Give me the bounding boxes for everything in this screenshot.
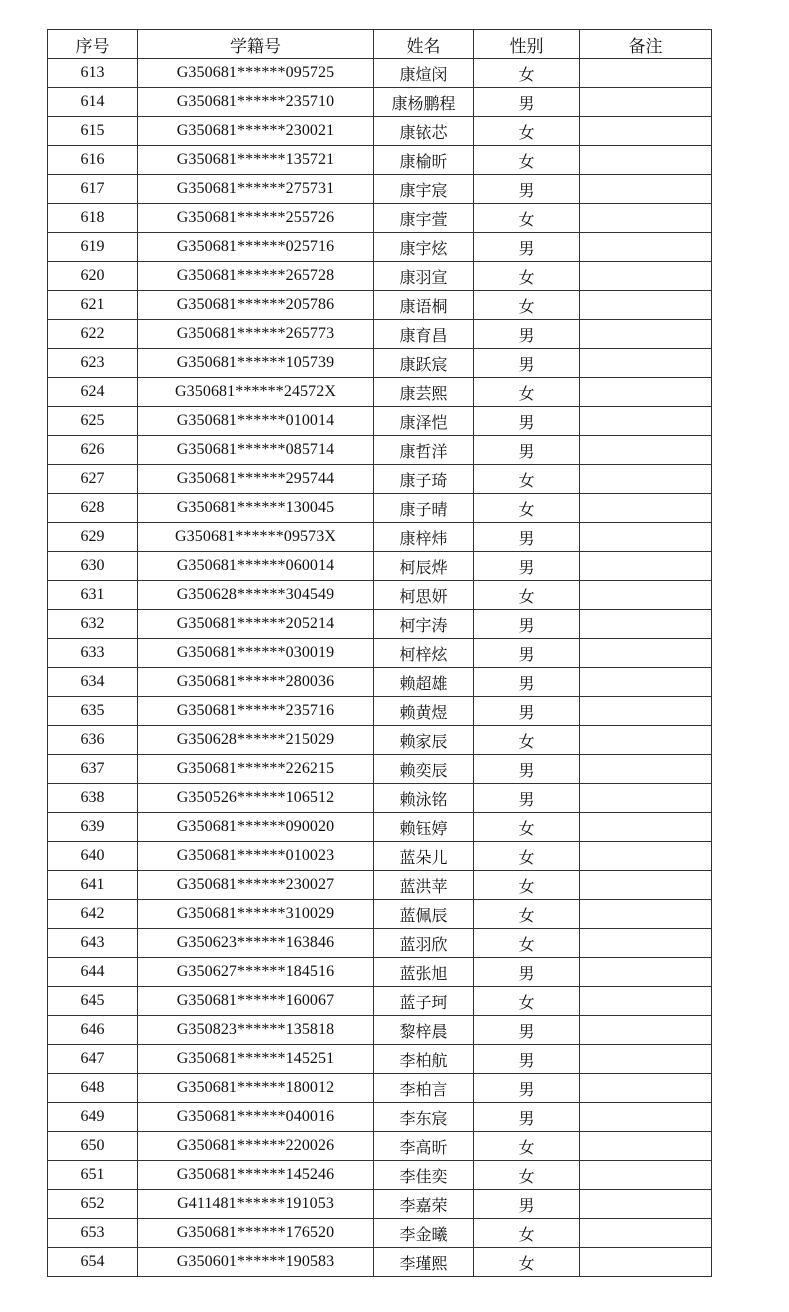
table-row	[48, 958, 712, 987]
cell-remark	[580, 262, 712, 291]
table-row	[48, 552, 712, 581]
cell-student-id: G350681******130045	[138, 494, 374, 523]
page-edge-mark	[33, 1306, 45, 1312]
cell-gender: 女	[474, 726, 580, 755]
cell-gender: 女	[474, 291, 580, 320]
table-row	[48, 1045, 712, 1074]
student-list-table-container	[47, 29, 712, 1277]
cell-remark	[580, 523, 712, 552]
cell-student-id: G350681******180012	[138, 1074, 374, 1103]
cell-gender: 女	[474, 262, 580, 291]
table-row	[48, 465, 712, 494]
cell-remark	[580, 813, 712, 842]
cell-gender: 男	[474, 88, 580, 117]
student-list-table	[47, 29, 712, 1277]
cell-remark	[580, 639, 712, 668]
cell-seq: 628	[48, 494, 138, 523]
cell-student-id: G350681******030019	[138, 639, 374, 668]
table-header-row	[48, 30, 712, 59]
table-row	[48, 726, 712, 755]
cell-seq: 634	[48, 668, 138, 697]
table-row	[48, 581, 712, 610]
cell-name: 李柏言	[374, 1074, 474, 1103]
cell-gender: 女	[474, 204, 580, 233]
cell-seq: 635	[48, 697, 138, 726]
cell-student-id: G350681******226215	[138, 755, 374, 784]
cell-student-id: G350681******090020	[138, 813, 374, 842]
table-row	[48, 639, 712, 668]
cell-gender: 女	[474, 581, 580, 610]
cell-seq: 625	[48, 407, 138, 436]
cell-remark	[580, 1016, 712, 1045]
cell-seq: 648	[48, 1074, 138, 1103]
table-row	[48, 668, 712, 697]
table-row	[48, 262, 712, 291]
cell-name: 李金曦	[374, 1219, 474, 1248]
cell-seq: 646	[48, 1016, 138, 1045]
cell-student-id: G350681******135721	[138, 146, 374, 175]
cell-name: 柯宇涛	[374, 610, 474, 639]
cell-name: 康子晴	[374, 494, 474, 523]
cell-seq: 613	[48, 59, 138, 88]
cell-student-id: G350681******255726	[138, 204, 374, 233]
table-row	[48, 1219, 712, 1248]
cell-seq: 631	[48, 581, 138, 610]
cell-student-id: G350681******220026	[138, 1132, 374, 1161]
cell-gender: 男	[474, 436, 580, 465]
cell-seq: 619	[48, 233, 138, 262]
cell-name: 康羽宣	[374, 262, 474, 291]
cell-remark	[580, 958, 712, 987]
table-row	[48, 117, 712, 146]
cell-student-id: G350681******09573X	[138, 523, 374, 552]
cell-student-id: G350623******163846	[138, 929, 374, 958]
table-row	[48, 697, 712, 726]
table-row	[48, 204, 712, 233]
cell-student-id: G350628******304549	[138, 581, 374, 610]
cell-student-id: G350681******235710	[138, 88, 374, 117]
cell-seq: 636	[48, 726, 138, 755]
cell-seq: 616	[48, 146, 138, 175]
cell-student-id: G350681******275731	[138, 175, 374, 204]
table-row	[48, 349, 712, 378]
table-row	[48, 320, 712, 349]
cell-gender: 男	[474, 958, 580, 987]
cell-gender: 女	[474, 465, 580, 494]
cell-gender: 女	[474, 117, 580, 146]
cell-student-id: G350628******215029	[138, 726, 374, 755]
cell-gender: 男	[474, 668, 580, 697]
cell-seq: 652	[48, 1190, 138, 1219]
cell-gender: 女	[474, 1248, 580, 1277]
cell-name: 李瑾熙	[374, 1248, 474, 1277]
header-student-id: 学籍号	[138, 30, 374, 59]
cell-name: 康育昌	[374, 320, 474, 349]
cell-student-id: G350681******265773	[138, 320, 374, 349]
cell-gender: 男	[474, 175, 580, 204]
cell-seq: 630	[48, 552, 138, 581]
cell-name: 康跃宸	[374, 349, 474, 378]
cell-remark	[580, 349, 712, 378]
cell-remark	[580, 755, 712, 784]
cell-gender: 女	[474, 1132, 580, 1161]
cell-seq: 642	[48, 900, 138, 929]
cell-seq: 651	[48, 1161, 138, 1190]
table-row	[48, 987, 712, 1016]
cell-remark	[580, 987, 712, 1016]
header-seq: 序号	[48, 30, 138, 59]
cell-seq: 624	[48, 378, 138, 407]
cell-name: 赖家辰	[374, 726, 474, 755]
cell-remark	[580, 871, 712, 900]
table-row	[48, 523, 712, 552]
cell-name: 康铱芯	[374, 117, 474, 146]
cell-remark	[580, 59, 712, 88]
table-row	[48, 59, 712, 88]
cell-student-id: G350681******176520	[138, 1219, 374, 1248]
cell-seq: 649	[48, 1103, 138, 1132]
table-row	[48, 900, 712, 929]
table-row	[48, 1161, 712, 1190]
table-row	[48, 1016, 712, 1045]
cell-remark	[580, 1161, 712, 1190]
cell-remark	[580, 697, 712, 726]
cell-student-id: G350681******230027	[138, 871, 374, 900]
cell-name: 柯思妍	[374, 581, 474, 610]
cell-remark	[580, 1103, 712, 1132]
table-row	[48, 1248, 712, 1277]
cell-name: 蓝张旭	[374, 958, 474, 987]
cell-gender: 女	[474, 494, 580, 523]
table-row	[48, 436, 712, 465]
table-row	[48, 1103, 712, 1132]
cell-student-id: G350681******145246	[138, 1161, 374, 1190]
cell-name: 康宇萱	[374, 204, 474, 233]
cell-seq: 620	[48, 262, 138, 291]
table-row	[48, 1190, 712, 1219]
cell-seq: 647	[48, 1045, 138, 1074]
cell-seq: 650	[48, 1132, 138, 1161]
cell-name: 康杨鹏程	[374, 88, 474, 117]
cell-name: 康语桐	[374, 291, 474, 320]
cell-seq: 622	[48, 320, 138, 349]
cell-student-id: G350681******095725	[138, 59, 374, 88]
cell-name: 康子琦	[374, 465, 474, 494]
cell-remark	[580, 1132, 712, 1161]
cell-gender: 女	[474, 929, 580, 958]
cell-name: 赖钰婷	[374, 813, 474, 842]
cell-gender: 男	[474, 349, 580, 378]
cell-remark	[580, 378, 712, 407]
table-row	[48, 175, 712, 204]
header-name: 姓名	[374, 30, 474, 59]
cell-gender: 女	[474, 1219, 580, 1248]
cell-remark	[580, 465, 712, 494]
cell-gender: 男	[474, 552, 580, 581]
cell-name: 李高昕	[374, 1132, 474, 1161]
cell-seq: 638	[48, 784, 138, 813]
cell-seq: 643	[48, 929, 138, 958]
cell-seq: 641	[48, 871, 138, 900]
cell-student-id: G350681******145251	[138, 1045, 374, 1074]
cell-student-id: G350681******235716	[138, 697, 374, 726]
cell-gender: 男	[474, 523, 580, 552]
cell-gender: 女	[474, 813, 580, 842]
cell-gender: 男	[474, 755, 580, 784]
table-row	[48, 233, 712, 262]
cell-remark	[580, 1045, 712, 1074]
cell-gender: 女	[474, 987, 580, 1016]
cell-remark	[580, 88, 712, 117]
table-row	[48, 1074, 712, 1103]
cell-student-id: G350681******230021	[138, 117, 374, 146]
cell-name: 蓝洪苹	[374, 871, 474, 900]
cell-student-id: G350526******106512	[138, 784, 374, 813]
table-row	[48, 1132, 712, 1161]
cell-remark	[580, 494, 712, 523]
cell-student-id: G350681******105739	[138, 349, 374, 378]
header-remark: 备注	[580, 30, 712, 59]
cell-name: 蓝佩辰	[374, 900, 474, 929]
cell-remark	[580, 436, 712, 465]
cell-seq: 633	[48, 639, 138, 668]
cell-seq: 639	[48, 813, 138, 842]
cell-gender: 男	[474, 784, 580, 813]
cell-seq: 623	[48, 349, 138, 378]
cell-student-id: G350681******310029	[138, 900, 374, 929]
cell-remark	[580, 1190, 712, 1219]
cell-name: 康宇炫	[374, 233, 474, 262]
cell-remark	[580, 291, 712, 320]
cell-name: 康哲洋	[374, 436, 474, 465]
cell-student-id: G350681******265728	[138, 262, 374, 291]
cell-name: 康煊闵	[374, 59, 474, 88]
table-row	[48, 88, 712, 117]
cell-remark	[580, 175, 712, 204]
cell-gender: 女	[474, 842, 580, 871]
cell-remark	[580, 610, 712, 639]
cell-name: 李嘉荣	[374, 1190, 474, 1219]
header-gender: 性别	[474, 30, 580, 59]
cell-remark	[580, 726, 712, 755]
table-row	[48, 407, 712, 436]
cell-remark	[580, 900, 712, 929]
cell-name: 李佳奕	[374, 1161, 474, 1190]
cell-name: 李柏航	[374, 1045, 474, 1074]
cell-student-id: G350681******160067	[138, 987, 374, 1016]
cell-gender: 男	[474, 233, 580, 262]
cell-name: 康宇宸	[374, 175, 474, 204]
cell-remark	[580, 320, 712, 349]
cell-name: 康梓炜	[374, 523, 474, 552]
table-row	[48, 813, 712, 842]
cell-student-id: G350681******295744	[138, 465, 374, 494]
cell-gender: 男	[474, 407, 580, 436]
cell-remark	[580, 407, 712, 436]
cell-gender: 男	[474, 1045, 580, 1074]
cell-student-id: G350681******060014	[138, 552, 374, 581]
table-row	[48, 755, 712, 784]
cell-gender: 男	[474, 1103, 580, 1132]
cell-name: 柯辰烨	[374, 552, 474, 581]
cell-remark	[580, 1248, 712, 1277]
cell-gender: 女	[474, 378, 580, 407]
table-row	[48, 378, 712, 407]
cell-gender: 女	[474, 871, 580, 900]
cell-gender: 男	[474, 639, 580, 668]
cell-student-id: G350681******040016	[138, 1103, 374, 1132]
cell-remark	[580, 233, 712, 262]
cell-name: 蓝子珂	[374, 987, 474, 1016]
cell-remark	[580, 552, 712, 581]
cell-seq: 645	[48, 987, 138, 1016]
cell-gender: 女	[474, 900, 580, 929]
cell-gender: 男	[474, 1190, 580, 1219]
cell-seq: 640	[48, 842, 138, 871]
table-body	[48, 59, 712, 1277]
cell-remark	[580, 929, 712, 958]
table-row	[48, 929, 712, 958]
cell-seq: 618	[48, 204, 138, 233]
cell-gender: 男	[474, 1074, 580, 1103]
cell-name: 康芸熙	[374, 378, 474, 407]
cell-remark	[580, 1219, 712, 1248]
table-row	[48, 494, 712, 523]
cell-name: 赖泳铭	[374, 784, 474, 813]
cell-seq: 637	[48, 755, 138, 784]
cell-gender: 男	[474, 697, 580, 726]
cell-remark	[580, 842, 712, 871]
cell-seq: 654	[48, 1248, 138, 1277]
cell-seq: 614	[48, 88, 138, 117]
table-row	[48, 610, 712, 639]
cell-student-id: G350681******085714	[138, 436, 374, 465]
table-row	[48, 291, 712, 320]
cell-remark	[580, 146, 712, 175]
cell-seq: 621	[48, 291, 138, 320]
cell-gender: 男	[474, 610, 580, 639]
cell-remark	[580, 204, 712, 233]
cell-name: 康榆昕	[374, 146, 474, 175]
cell-remark	[580, 784, 712, 813]
table-row	[48, 146, 712, 175]
cell-seq: 644	[48, 958, 138, 987]
cell-student-id: G350627******184516	[138, 958, 374, 987]
cell-student-id: G350823******135818	[138, 1016, 374, 1045]
table-row	[48, 784, 712, 813]
cell-remark	[580, 117, 712, 146]
cell-remark	[580, 1074, 712, 1103]
cell-gender: 男	[474, 320, 580, 349]
cell-seq: 615	[48, 117, 138, 146]
cell-student-id: G350681******280036	[138, 668, 374, 697]
cell-name: 赖黄煜	[374, 697, 474, 726]
cell-gender: 女	[474, 59, 580, 88]
cell-gender: 女	[474, 146, 580, 175]
cell-gender: 男	[474, 1016, 580, 1045]
cell-seq: 617	[48, 175, 138, 204]
cell-name: 赖奕辰	[374, 755, 474, 784]
cell-name: 蓝朵儿	[374, 842, 474, 871]
cell-remark	[580, 668, 712, 697]
cell-student-id: G350681******025716	[138, 233, 374, 262]
cell-student-id: G411481******191053	[138, 1190, 374, 1219]
cell-name: 赖超雄	[374, 668, 474, 697]
cell-name: 康泽恺	[374, 407, 474, 436]
table-row	[48, 871, 712, 900]
cell-gender: 女	[474, 1161, 580, 1190]
cell-name: 黎梓晨	[374, 1016, 474, 1045]
cell-seq: 632	[48, 610, 138, 639]
cell-seq: 653	[48, 1219, 138, 1248]
table-row	[48, 842, 712, 871]
cell-student-id: G350681******205786	[138, 291, 374, 320]
cell-seq: 627	[48, 465, 138, 494]
cell-student-id: G350681******205214	[138, 610, 374, 639]
cell-seq: 626	[48, 436, 138, 465]
cell-student-id: G350601******190583	[138, 1248, 374, 1277]
cell-name: 蓝羽欣	[374, 929, 474, 958]
cell-name: 李东宸	[374, 1103, 474, 1132]
cell-student-id: G350681******010023	[138, 842, 374, 871]
cell-student-id: G350681******24572X	[138, 378, 374, 407]
cell-remark	[580, 581, 712, 610]
cell-student-id: G350681******010014	[138, 407, 374, 436]
cell-seq: 629	[48, 523, 138, 552]
cell-name: 柯梓炫	[374, 639, 474, 668]
